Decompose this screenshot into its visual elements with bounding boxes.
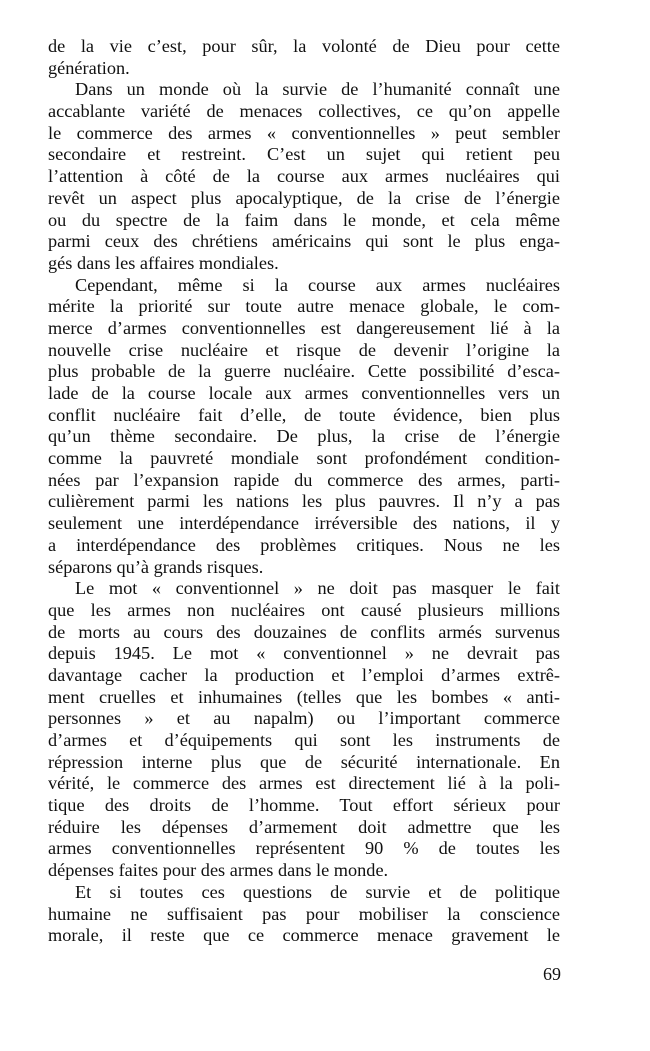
text-line: réduire les dépenses d’armement doit admettre que les [48,816,560,837]
text-line: dépenses faites pour des armes dans le monde. [48,860,389,881]
text-line: armes conventionnelles représentent 90 % de toutes les [48,838,560,859]
text-line: le commerce des armes « conventionnelles » peut sembler [48,122,560,143]
text-line: davantage cacher la production et l’emploi d’armes extrê- [48,664,560,685]
text-line: de la vie c’est, pour sûr, la volonté de Dieu pour cette [48,36,560,56]
text-line: l’attention à côté de la course aux armes nucléaires qui [48,166,560,187]
text-line: revêt un aspect plus apocalyptique, de la crise de l’énergie [48,187,560,208]
text-line: humaine ne suffisaient pas pour mobiliser la conscience [48,903,560,924]
text-line: qu’un thème secondaire. De plus, la crise de l’énergie [48,426,560,447]
text-line: gés dans les affaires mondiales. [48,252,279,273]
text-line: d’armes et d’équipements qui sont les instruments de [48,730,560,750]
paragraph [48,36,560,79]
paragraph [48,275,560,579]
text-line: séparons qu’à grands risques. [48,556,264,577]
text-line: nées par l’expansion rapide du commerce des armes, parti- [48,469,560,490]
text-line: seulement une interdépendance irréversible des nations, il y [48,513,560,534]
page-number: 69 [543,964,561,984]
paragraph [48,882,560,947]
text-line: personnes » et au napalm) ou l’important commerce [48,708,560,729]
text-line: culièrement parmi les nations les plus pauvres. Il n’y a pas [48,491,560,512]
text-line: Dans un monde où la survie de l’humanité connaît une [75,79,560,100]
text-line: merce d’armes conventionnelles est dangereusement lié à la [48,317,560,338]
text-line: tique des droits de l’homme. Tout effort sérieux pour [48,795,560,816]
text-line: que les armes non nucléaires ont causé plusieurs millions [48,599,560,620]
text-line: Le mot « conventionnel » ne doit pas masquer le fait [75,578,560,599]
text-line: ment cruelles et inhumaines (telles que les bombes « anti- [48,686,560,707]
page-body [48,36,560,947]
text-line: vérité, le commerce des armes est directement lié à la poli- [48,773,560,794]
text-line: Cependant, même si la course aux armes nucléaires [75,274,560,295]
text-line: ou du spectre de la faim dans le monde, et cela même [48,209,560,230]
text-line: plus probable de la guerre nucléaire. Cette possibilité d’esca- [48,361,560,382]
text-line: génération. [48,57,130,78]
text-line: conflit nucléaire fait d’elle, de toute évidence, bien plus [48,404,560,425]
text-line: comme la pauvreté mondiale sont profondément condition- [48,448,560,469]
text-line: a interdépendance des problèmes critiques. Nous ne les [48,534,560,555]
text-line: répression interne plus que de sécurité internationale. En [48,751,560,772]
text-line: parmi ceux des chrétiens américains qui sont le plus enga- [48,231,560,252]
paragraph [48,578,560,882]
text-line: depuis 1945. Le mot « conventionnel » ne devrait pas [48,643,560,664]
text-line: de morts au cours des douzaines de conflits armés survenus [48,621,560,642]
text-line: secondaire et restreint. C’est un sujet qui retient peu [48,144,560,165]
text-line: mérite la priorité sur toute autre menace globale, le com- [48,296,560,317]
text-line: nouvelle crise nucléaire et risque de devenir l’origine la [48,339,560,360]
text-line: accablante variété de menaces collectives, ce qu’on appelle [48,101,560,122]
text-line: morale, il reste que ce commerce menace gravement le [48,925,560,946]
text-line: lade de la course locale aux armes conventionnelles vers un [48,383,560,403]
paragraph [48,79,560,274]
text-line: Et si toutes ces questions de survie et de politique [75,881,560,902]
